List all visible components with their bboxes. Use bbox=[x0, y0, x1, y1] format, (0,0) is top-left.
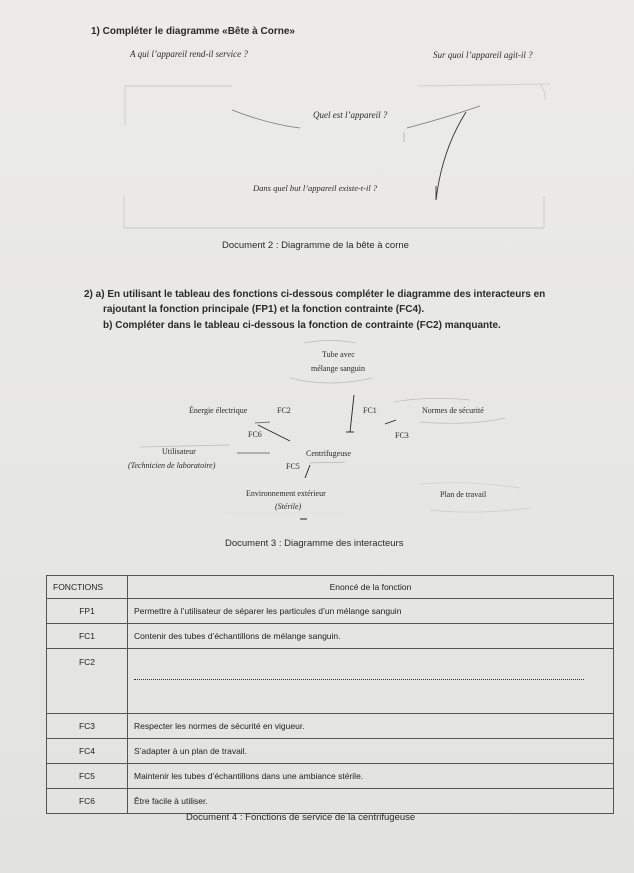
function-code: FC4 bbox=[47, 739, 128, 764]
normes-label: Normes de sécurité bbox=[422, 406, 484, 415]
function-text: Respecter les normes de sécurité en vigueur. bbox=[128, 714, 614, 739]
centrifugeuse-label: Centrifugeuse bbox=[306, 449, 351, 458]
function-code: FC2 bbox=[47, 649, 128, 714]
fc6-label: FC6 bbox=[248, 430, 262, 439]
table-header-row bbox=[47, 576, 614, 599]
right-question: Sur quoi l’appareil agit-il ? bbox=[433, 50, 533, 60]
question-2a-line2: rajoutant la fonction principale (FP1) et la fonction contrainte (FC4). bbox=[103, 304, 425, 315]
fc5-label: FC5 bbox=[286, 462, 300, 471]
plan-de-travail-label: Plan de travail bbox=[440, 490, 487, 499]
table-row bbox=[47, 789, 614, 814]
function-text: Contenir des tubes d’échantillons de mélange sanguin. bbox=[128, 624, 614, 649]
dotted-answer-line bbox=[134, 679, 584, 680]
function-code: FC5 bbox=[47, 764, 128, 789]
table-row bbox=[47, 714, 614, 739]
utilisateur-label: Utilisateur bbox=[162, 447, 196, 456]
question-2b: b) Compléter dans le tableau ci-dessous la fonction de contrainte (FC2) manquante. bbox=[103, 320, 501, 331]
header-enonce: Enoncé de la fonction bbox=[128, 576, 614, 599]
question-1-title: 1) Compléter le diagramme «Bête à Corne» bbox=[91, 26, 295, 37]
fc2-answer-field[interactable] bbox=[128, 649, 614, 714]
environnement-label: Environnement extérieur bbox=[246, 489, 326, 498]
energie-label: Énergie électrique bbox=[189, 406, 248, 415]
table-row-fc2 bbox=[47, 649, 614, 714]
function-text: S’adapter à un plan de travail. bbox=[128, 739, 614, 764]
function-text: Maintenir les tubes d’échantillons dans une ambiance stérile. bbox=[128, 764, 614, 789]
function-text: Permettre à l’utilisateur de séparer les particules d’un mélange sanguin bbox=[128, 599, 614, 624]
table-row bbox=[47, 599, 614, 624]
function-code: FP1 bbox=[47, 599, 128, 624]
document-4-caption: Document 4 : Fonctions de service de la centrifugeuse bbox=[186, 812, 416, 823]
function-code: FC1 bbox=[47, 624, 128, 649]
function-code: FC3 bbox=[47, 714, 128, 739]
table-row bbox=[47, 764, 614, 789]
sterile-label: (Stérile) bbox=[275, 502, 302, 511]
table-row bbox=[47, 739, 614, 764]
bottom-question: Dans quel but l’appareil existe-t-il ? bbox=[253, 183, 378, 193]
functions-table bbox=[46, 575, 614, 814]
function-code: FC6 bbox=[47, 789, 128, 814]
function-text: Être facile à utiliser. bbox=[128, 789, 614, 814]
tube-label-line2: mélange sanguin bbox=[311, 364, 365, 373]
fc3-label: FC3 bbox=[395, 431, 409, 440]
question-2a-line1: 2) a) En utilisant le tableau des fonctions ci-dessous compléter le diagramme des interacteurs en bbox=[84, 289, 546, 300]
left-question: A qui l’appareil rend-il service ? bbox=[130, 49, 248, 59]
header-fonctions: FONCTIONS bbox=[47, 576, 128, 599]
tube-label-line1: Tube avec bbox=[322, 350, 355, 359]
fc1-label: FC1 bbox=[363, 406, 377, 415]
technicien-label: (Technicien de laboratoire) bbox=[128, 461, 216, 470]
center-question: Quel est l’appareil ? bbox=[313, 110, 388, 120]
fc2-label: FC2 bbox=[277, 406, 291, 415]
table-row bbox=[47, 624, 614, 649]
document-3-caption: Document 3 : Diagramme des interacteurs bbox=[225, 538, 404, 549]
document-2-caption: Document 2 : Diagramme de la bête à corne bbox=[222, 240, 409, 251]
